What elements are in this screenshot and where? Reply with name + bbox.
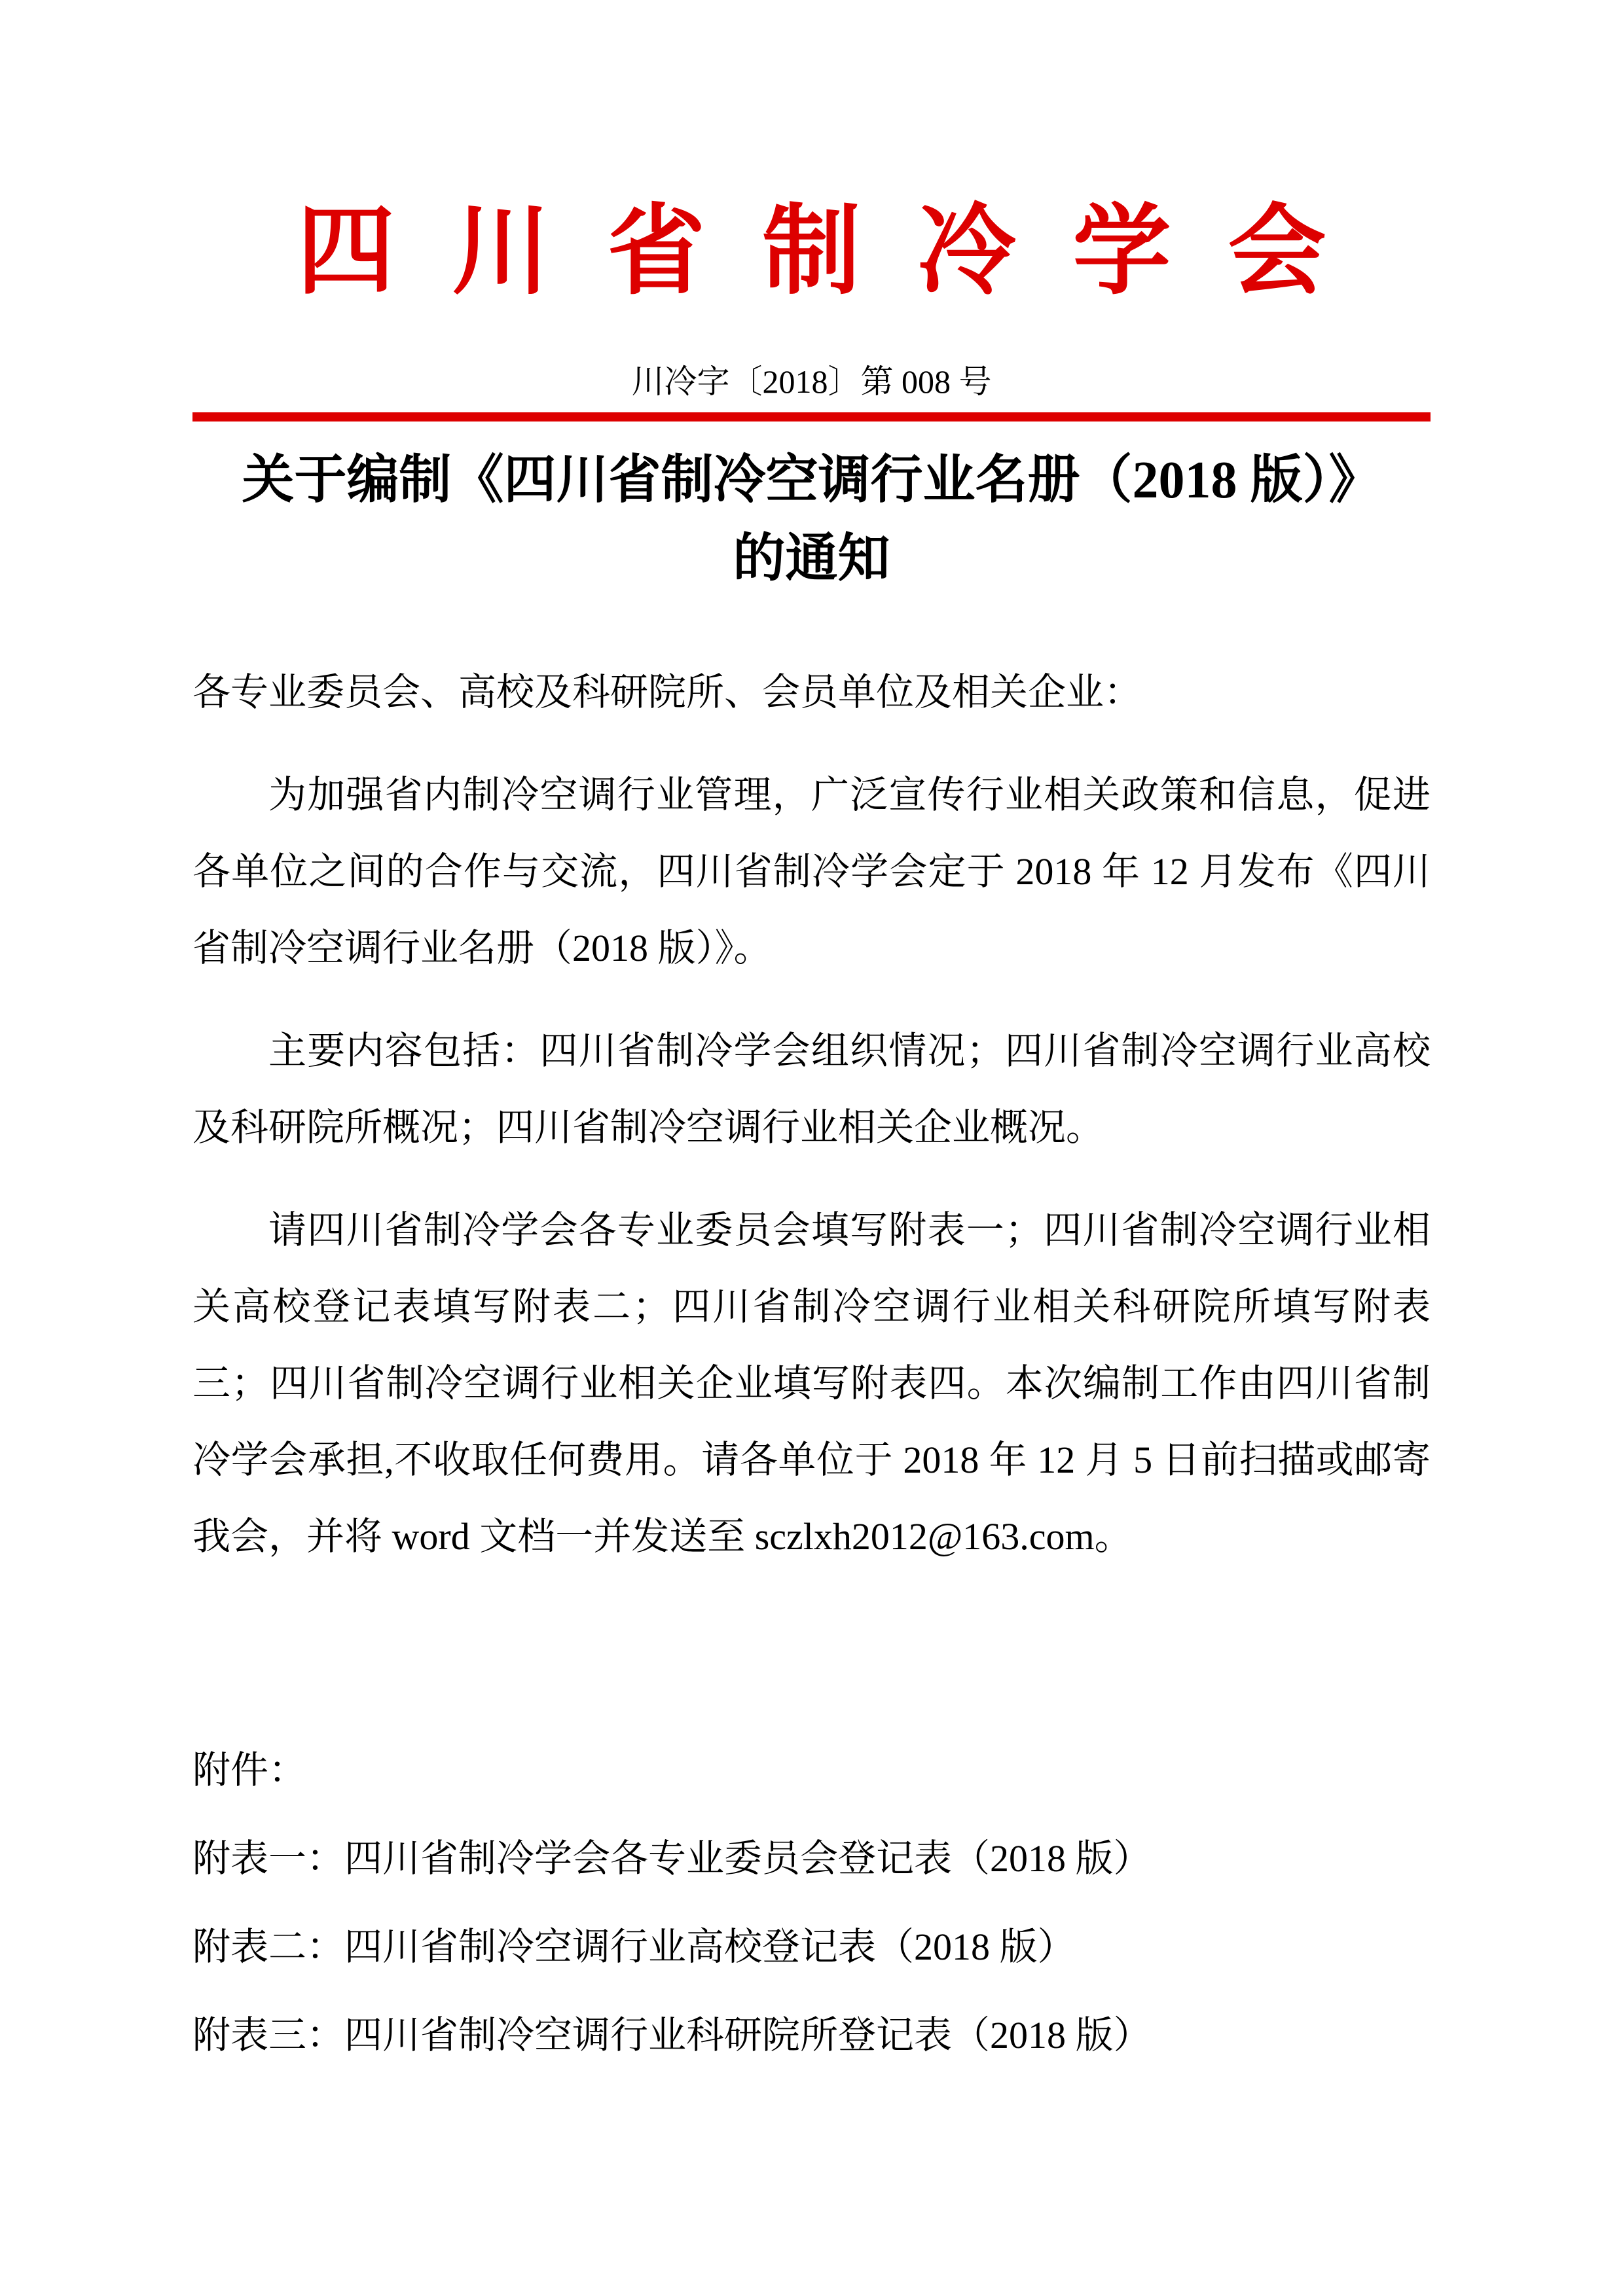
email-address: sczlxh2012@163.com <box>754 1515 1095 1558</box>
notice-title-line-2: 的通知 <box>733 530 890 588</box>
organization-title <box>192 198 1431 306</box>
paragraph-1: 为加强省内制冷空调行业管理，广泛宣传行业相关政策和信息，促进各单位之间的合作与交流，四川省制冷学会定于 2018 年 12 月发布《四川省制冷空调行业名册（2018 版）》。 <box>192 774 1431 969</box>
red-divider-line <box>192 412 1431 422</box>
paragraph-3-text: 请四川省制冷学会各专业委员会填写附表一；四川省制冷空调行业相关高校登记表填写附表二；四川省制冷空调行业相关科研院所填写附表三；四川省制冷空调行业相关企业填写附表四。本次编制工作由四川省制冷学会承担,不收取任何费用。请各单位于 2018 年 12 月 5 日前扫描或邮寄我会，并将 word 文档一并发送至 <box>192 1209 1431 1558</box>
attachment-item-2: 附表二：四川省制冷空调行业高校登记表（2018 版） <box>192 1926 1076 1968</box>
paragraph-3 <box>192 1192 1431 1575</box>
attachments-label: 附件： <box>192 1749 307 1791</box>
document-number: 川冷字〔2018〕第 008 号 <box>631 363 992 400</box>
notice-title <box>192 441 1431 598</box>
notice-body <box>192 654 1431 1575</box>
salutation: 各专业委员会、高校及科研院所、会员单位及相关企业： <box>192 671 1142 713</box>
attachment-item-1: 附表一：四川省制冷学会各专业委员会登记表（2018 版） <box>192 1837 1152 1880</box>
organization-title-text: 四川省制冷学会 <box>297 198 1383 306</box>
attachments-section <box>192 1732 1431 2073</box>
paragraph-3-ending: 。 <box>1094 1515 1133 1558</box>
notice-title-line-1: 关于编制《四川省制冷空调行业名册（2018 版）》 <box>242 452 1381 509</box>
document-header <box>192 198 1431 422</box>
attachment-item-3: 附表三：四川省制冷空调行业科研院所登记表（2018 版） <box>192 2014 1152 2056</box>
paragraph-2: 主要内容包括：四川省制冷学会组织情况；四川省制冷空调行业高校及科研院所概况；四川省制冷空调行业相关企业概况。 <box>192 1030 1431 1149</box>
